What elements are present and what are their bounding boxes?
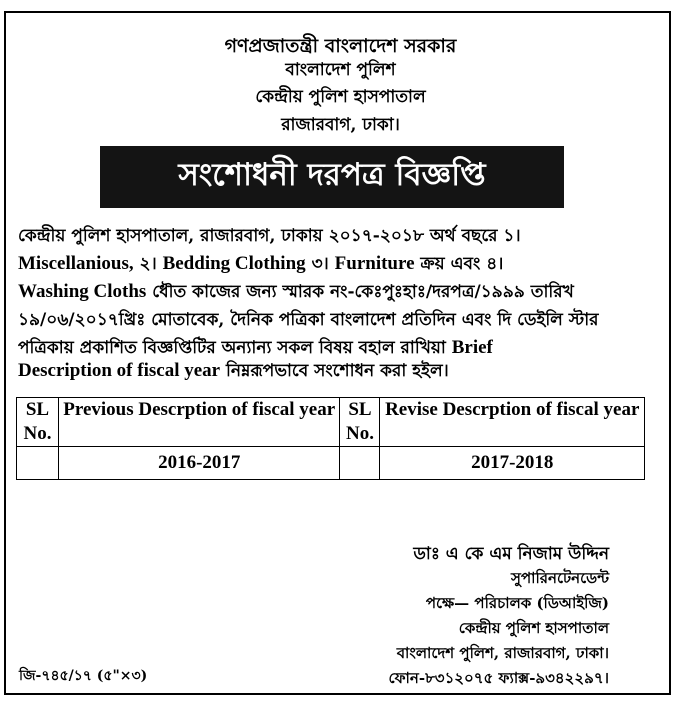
body-line-6	[18, 357, 646, 385]
signatory-title: সুপারিনটেনডেন্ট	[511, 569, 609, 587]
body-line-3	[18, 278, 646, 306]
table-cell-revise-year: 2017-2018	[380, 447, 645, 480]
revision-table	[16, 397, 645, 480]
body-line-4	[18, 306, 646, 334]
table-header-revise: Revise Descrption of fiscal year	[380, 398, 645, 447]
advertisement-code: জি-৭৪৫/১৭ (৫"×৩)	[19, 668, 148, 684]
signatory-organization: কেন্দ্রীয় পুলিশ হাসপাতাল	[458, 619, 609, 637]
body-text-5: পত্রিকায় প্রকাশিত বিজ্ঞপ্তিটির অন্যান্য সকল বিষয় বহাল রাখিয়া	[18, 338, 452, 358]
table-cell-sl-2	[340, 447, 380, 480]
header-location: রাজারবাগ, ঢাকা।	[281, 115, 400, 135]
item-bedding-clothing: Bedding Clothing	[162, 253, 306, 274]
table-header-sl-2: SL No.	[340, 398, 380, 447]
header-police: বাংলাদেশ পুলিশ	[285, 60, 396, 80]
body-text-6: নিম্নরূপভাবে সংশোধন করা হইল।	[220, 361, 449, 381]
fiscal-year-text: Description of fiscal year	[18, 360, 221, 381]
signatory-contact: ফোন-৮৩১২০৭৫ ফ্যাক্স-৯৩৪২২৯৭।	[388, 669, 609, 687]
item-number-3: ৩।	[305, 254, 335, 274]
brief-text: Brief	[451, 337, 493, 358]
body-text-3: ধৌত কাজের জন্য স্মারক নং-কেঃপুঃহাঃ/দরপত্র/১৯৯৯ তারিখ	[146, 282, 574, 302]
body-text-1: কেন্দ্রীয় পুলিশ হাসপাতাল, রাজারবাগ, ঢাকায় ২০১৭-২০১৮ অর্থ বছরে ১।	[18, 226, 521, 246]
item-furniture: Furniture	[334, 253, 415, 274]
signatory-on-behalf: পক্ষে— পরিচালক (ডিআইজি)	[425, 594, 609, 612]
table-row	[17, 447, 645, 480]
header-government: গণপ্রজাতন্ত্রী বাংলাদেশ সরকার	[224, 35, 457, 57]
item-washing-cloths: Washing Cloths	[18, 281, 147, 302]
body-line-2	[18, 250, 646, 278]
item-number-2: ২।	[133, 254, 163, 274]
item-miscellanious: Miscellanious,	[18, 253, 134, 274]
table-cell-sl-1	[17, 447, 59, 480]
body-text-4: ১৯/০৬/২০১৭খ্রিঃ মোতাবেক, দৈনিক পত্রিকা বাংলাদেশ প্রতিদিন এবং দি ডেইলি স্টার	[18, 310, 599, 330]
header-hospital: কেন্দ্রীয় পুলিশ হাসপাতাল	[255, 87, 426, 107]
table-header-row	[17, 398, 645, 447]
table-header-sl-1: SL No.	[17, 398, 59, 447]
table-header-previous: Previous Descrption of fiscal year	[58, 398, 339, 447]
signatory-address: বাংলাদেশ পুলিশ, রাজারবাগ, ঢাকা।	[396, 644, 609, 662]
signatory-name: ডাঃ এ কে এম নিজাম উদ্দিন	[413, 544, 609, 564]
body-line-1	[18, 222, 646, 250]
notice-title-banner: সংশোধনী দরপত্র বিজ্ঞপ্তি	[100, 146, 564, 208]
table-cell-previous-year: 2016-2017	[58, 447, 339, 480]
body-text-2: ক্রয় এবং ৪।	[414, 254, 504, 274]
